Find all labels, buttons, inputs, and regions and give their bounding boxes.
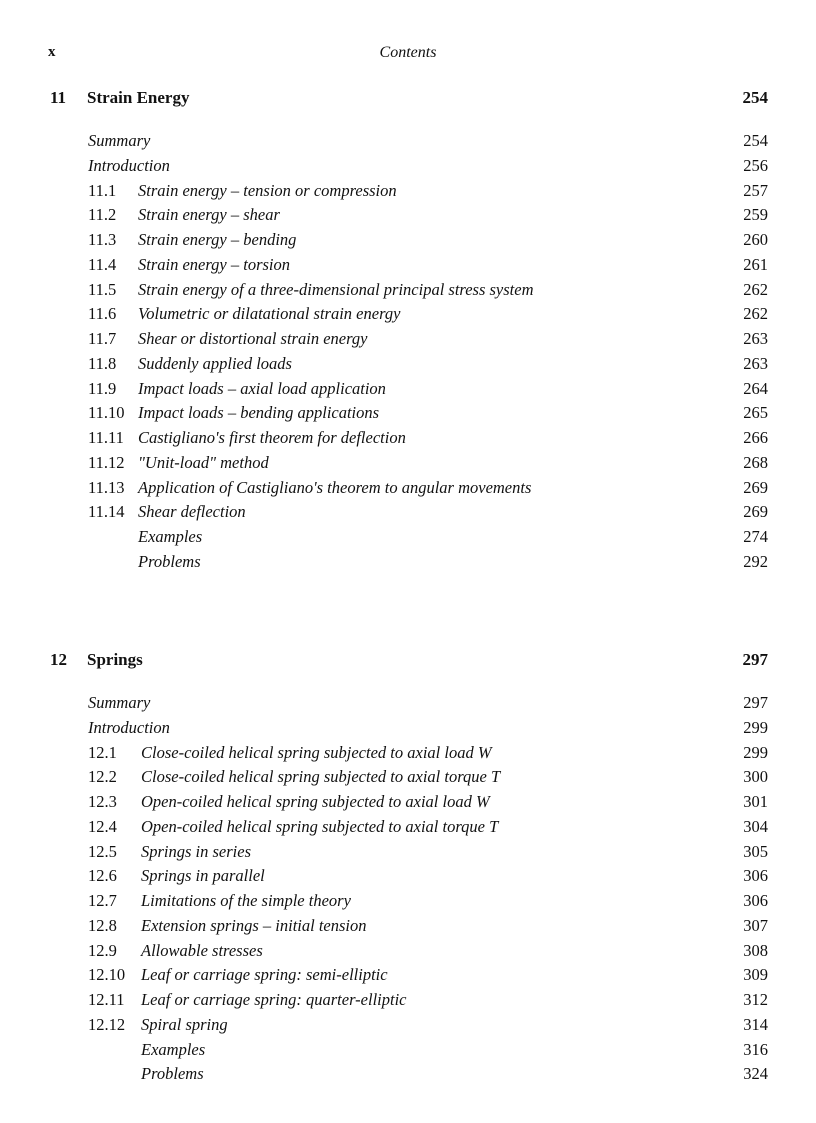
section-title: Springs in series [141,841,252,861]
chapter-title: Springs [87,650,143,669]
toc-entry-section [0,940,816,965]
section-number: 11.1 [88,180,117,200]
entry-page: 266 [743,428,768,447]
chapter-heading [0,650,816,674]
section-number: 11.13 [88,477,125,497]
toc-entry-examples [0,1039,816,1064]
toc-entry-section [0,964,816,989]
section-title: Strain energy – bending [138,230,297,249]
chapter-12 [0,650,816,674]
entry-page: 260 [743,230,768,249]
section-title: Limitations of the simple theory [141,891,351,910]
entry-page: 261 [743,254,768,274]
section-number: 12.3 [88,792,117,811]
section-number: 12.4 [88,816,117,836]
toc-entry-section [0,841,816,866]
entry-page: 312 [743,990,768,1009]
section-number: 11.6 [88,304,117,324]
entry-page: 305 [743,841,768,861]
toc-entry-section [0,353,816,378]
section-number: 11.2 [88,205,117,225]
toc-entry-section [0,180,816,205]
section-title: Strain energy of a three-dimensional principal stress system [138,279,534,299]
section-number: 12.5 [88,841,117,861]
toc-entry-problems [0,551,816,576]
entry-page: 265 [743,403,768,423]
toc-entry-section [0,766,816,791]
toc-entry-section [0,1014,816,1039]
entry-title: Examples [138,527,203,546]
entry-title: Introduction [88,155,170,175]
entry-page: 308 [743,940,768,960]
toc-entry-section [0,402,816,427]
entry-page: 264 [743,378,768,398]
entry-page: 301 [743,792,768,811]
section-title: Shear deflection [138,502,246,522]
entry-page: 263 [743,329,768,348]
section-number: 11.5 [88,279,117,299]
section-number: 12.12 [88,1014,126,1034]
entry-page: 306 [743,891,768,910]
section-title: Castigliano's first theorem for deflection [138,428,406,447]
toc-entry-section [0,477,816,502]
toc-entry-section [0,427,816,452]
section-title: "Unit-load" method [138,452,269,472]
toc-entry-problems [0,1063,816,1088]
page-number: x [48,44,56,60]
entry-page: 274 [743,527,768,546]
section-title: Leaf or carriage spring: quarter-elliptic [141,990,407,1009]
toc-entry-section [0,452,816,477]
entry-page: 262 [743,279,768,299]
entry-page: 263 [743,353,768,373]
entry-page: 309 [743,965,768,985]
entry-page: 257 [743,180,768,200]
entry-page: 314 [743,1014,768,1034]
toc-entry-section [0,378,816,403]
entry-title: Summary [88,131,151,150]
chapter-number: 12 [50,650,67,669]
toc-entry-section [0,791,816,816]
section-title: Suddenly applied loads [138,353,292,373]
section-number: 11.12 [88,452,125,472]
section-number: 11.14 [88,502,125,522]
section-number: 12.2 [88,767,117,787]
chapter-page: 254 [742,88,768,107]
section-title: Leaf or carriage spring: semi-elliptic [141,965,388,985]
section-title: Close-coiled helical spring subjected to axial load W [141,742,492,762]
section-title: Impact loads – axial load application [138,378,386,398]
section-title: Strain energy – torsion [138,254,291,274]
section-number: 11.10 [88,403,125,423]
toc-entry-section [0,328,816,353]
toc-entry-introduction [0,155,816,180]
section-title: Spiral spring [141,1014,228,1034]
chapter-11 [0,88,816,112]
section-number: 12.6 [88,866,117,886]
toc-entry-examples [0,526,816,551]
section-title: Close-coiled helical spring subjected to axial torque T [141,767,501,787]
entry-page: 316 [743,1039,768,1059]
entry-page: 262 [743,304,768,324]
entry-page: 268 [743,452,768,472]
section-title: Impact loads – bending applications [138,403,380,423]
toc-entry-section [0,229,816,254]
chapter-title: Strain Energy [87,88,190,107]
chapter-12-entries [0,692,816,1088]
entry-title: Introduction [88,717,170,737]
section-title: Open-coiled helical spring subjected to axial load W [141,792,490,811]
toc-entry-section [0,890,816,915]
entry-page: 259 [743,205,768,225]
section-number: 11.3 [88,230,117,249]
section-title: Springs in parallel [141,866,265,886]
entry-page: 269 [743,502,768,522]
entry-page: 306 [743,866,768,886]
toc-entry-summary [0,130,816,155]
section-title: Shear or distortional strain energy [138,329,368,348]
section-number: 12.9 [88,940,117,960]
running-title: Contents [379,44,437,61]
toc-entry-section [0,501,816,526]
entry-page: 254 [743,131,768,150]
entry-page: 324 [743,1064,768,1084]
entry-page: 299 [743,742,768,762]
chapter-11-entries [0,130,816,576]
toc-entry-section [0,204,816,229]
section-title: Strain energy – shear [138,205,280,225]
entry-title: Problems [141,1064,204,1084]
entry-title: Examples [141,1039,206,1059]
entry-page: 269 [743,477,768,497]
entry-title: Summary [88,693,151,712]
toc-entry-section [0,915,816,940]
toc-entry-section [0,816,816,841]
toc-entry-section [0,279,816,304]
toc-entry-introduction [0,717,816,742]
entry-page: 307 [743,915,768,935]
toc-entry-section [0,254,816,279]
section-number: 11.9 [88,378,117,398]
section-title: Open-coiled helical spring subjected to axial torque T [141,816,499,836]
toc-entry-section [0,303,816,328]
chapter-page: 297 [742,650,768,669]
section-number: 12.11 [88,990,125,1009]
entry-page: 256 [743,155,768,175]
section-number: 11.7 [88,329,117,348]
section-number: 12.1 [88,742,117,762]
entry-page: 292 [743,551,768,571]
section-title: Application of Castigliano's theorem to angular movements [138,477,532,497]
entry-page: 299 [743,717,768,737]
section-title: Allowable stresses [141,940,263,960]
entry-page: 297 [743,693,768,712]
section-title: Volumetric or dilatational strain energy [138,304,401,324]
section-title: Extension springs – initial tension [141,915,367,935]
section-number: 11.4 [88,254,117,274]
section-number: 12.10 [88,965,126,985]
section-title: Strain energy – tension or compression [138,180,397,200]
toc-entry-section [0,989,816,1014]
section-number: 12.8 [88,915,117,935]
chapter-heading [0,88,816,112]
toc-entry-section [0,865,816,890]
toc-entry-section [0,742,816,767]
section-number: 12.7 [88,891,117,910]
section-number: 11.11 [88,428,124,447]
entry-page: 300 [743,767,768,787]
toc-entry-summary [0,692,816,717]
entry-title: Problems [138,551,201,571]
chapter-number: 11 [50,88,67,107]
entry-page: 304 [743,816,768,836]
section-number: 11.8 [88,353,117,373]
